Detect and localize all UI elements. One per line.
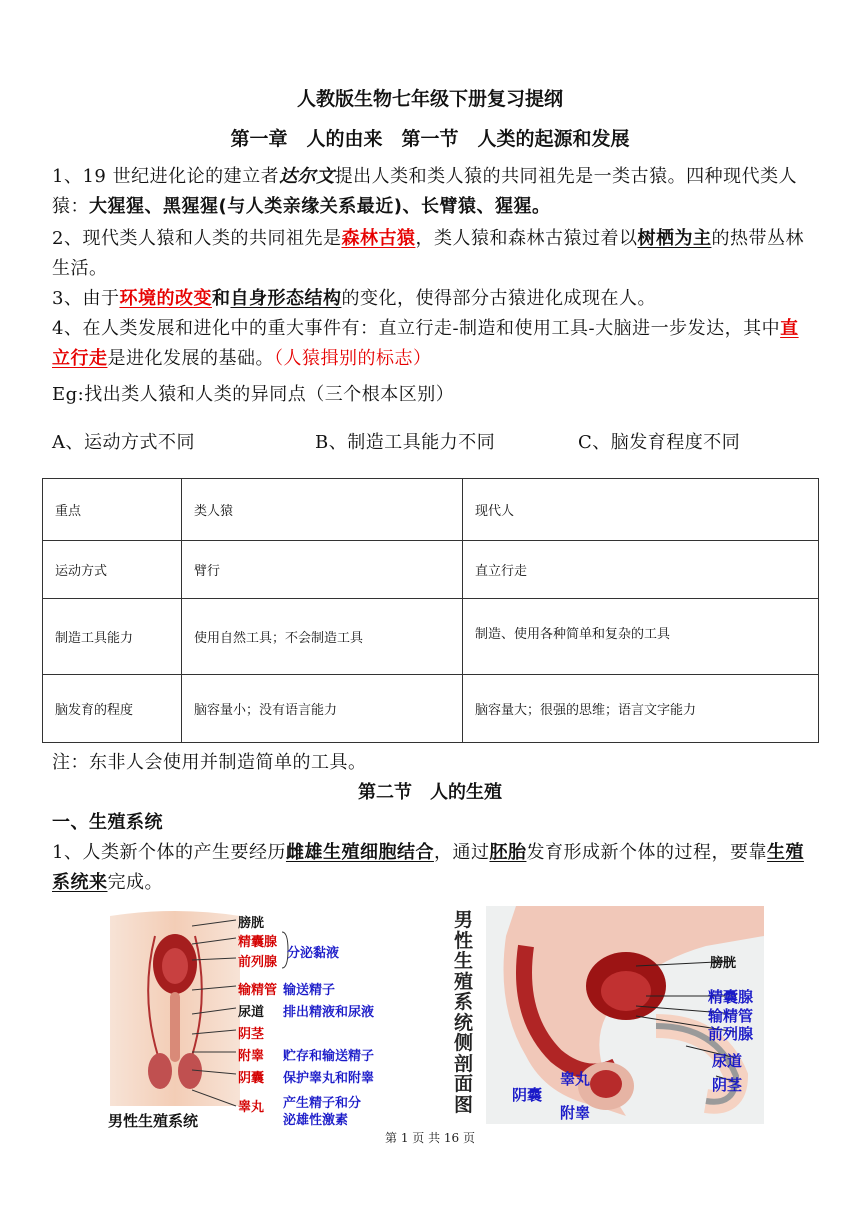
arboreal: 树栖为主 — [637, 228, 712, 249]
darwin-name: 达尔文 — [279, 166, 335, 187]
p4-text-2: 是进化发展的基础。 — [107, 348, 274, 369]
label-seminal-vesicle: 精囊腺 — [708, 988, 754, 1006]
figure-left-caption: 男性生殖系统 — [108, 1112, 199, 1130]
note-transport-sperm: 输送精子 — [283, 983, 336, 998]
table-row — [43, 675, 819, 743]
paragraph-3 — [52, 284, 812, 314]
table-cell: 制造、使用各种简单和复杂的工具 — [463, 599, 819, 675]
label-scrotum: 阴囊 — [512, 1086, 543, 1104]
caption-char: 性 — [454, 929, 474, 952]
label-vas-deferens: 输精管 — [708, 1007, 754, 1025]
table-cell: 臂行 — [182, 541, 463, 599]
note-hormone: 泌雄性激素 — [283, 1113, 349, 1128]
caption-char: 剖 — [454, 1052, 474, 1075]
p1-text: 1、19 世纪进化论的建立者 — [52, 166, 280, 187]
label-bladder: 膀胱 — [710, 956, 737, 971]
caption-char: 生 — [454, 950, 474, 972]
table-cell: 使用自然工具；不会制造工具 — [182, 599, 463, 675]
table-cell: 直立行走 — [463, 541, 819, 599]
table-row — [43, 479, 819, 541]
table-row — [43, 599, 819, 675]
caption-char: 男 — [454, 909, 474, 931]
label-testis: 睾丸 — [560, 1070, 591, 1088]
gamete-union: 雌雄生殖细胞结合 — [285, 842, 434, 863]
note-secrete-mucus: 分泌黏液 — [287, 946, 340, 961]
paragraph-4 — [52, 314, 812, 374]
environment-change: 环境的改变 — [119, 288, 212, 309]
table-cell: 现代人 — [463, 479, 819, 541]
caption-char: 系 — [454, 991, 474, 1013]
body-structure: 自身形态结构 — [230, 288, 342, 309]
note-produce-sperm: 产生精子和分 — [283, 1096, 362, 1111]
p1-text-2: 提出人类和类人猿的共同祖先是一类古猿。四种现代类人猿： — [52, 166, 798, 217]
p4-text: 4、在人类发展和进化中的重大事件有：直立行走-制造和使用工具-大脑进一步发达，其中 — [52, 318, 781, 339]
p5-text-2: ，通过 — [433, 842, 490, 863]
label-epididymis: 附睾 — [238, 1049, 265, 1064]
chapter-title: 第一章 人的由来 第一节 人类的起源和发展 — [230, 128, 630, 150]
p3-text-2: 的变化，使得部分古猿进化成现在人。 — [341, 288, 656, 309]
option-b: B、制造工具能力不同 — [315, 432, 496, 453]
table-row — [43, 541, 819, 599]
figure-male-reproductive-front — [100, 906, 400, 1128]
p4-note: （人猿揖别的标志） — [274, 348, 432, 369]
table-cell: 类人猿 — [182, 479, 463, 541]
paragraph-1 — [52, 162, 812, 222]
caption-char: 图 — [454, 1093, 474, 1116]
figure-right-caption — [454, 910, 482, 1115]
caption-char: 殖 — [454, 970, 474, 993]
label-testis: 睾丸 — [238, 1100, 265, 1115]
option-c: C、脑发育程度不同 — [578, 432, 741, 453]
paragraph-5 — [52, 838, 812, 898]
table-cell: 运动方式 — [43, 541, 182, 599]
label-scrotum: 阴囊 — [238, 1071, 265, 1086]
page-footer: 第 1 页 共 16 页 — [385, 1131, 475, 1145]
option-a: A、运动方式不同 — [52, 432, 195, 453]
caption-char: 侧 — [454, 1032, 474, 1054]
label-bladder: 膀胱 — [238, 916, 265, 931]
table-cell: 脑发育的程度 — [43, 675, 182, 743]
embryo: 胚胎 — [489, 842, 527, 863]
label-prostate: 前列腺 — [238, 955, 278, 970]
label-prostate: 前列腺 — [708, 1025, 754, 1043]
label-urethra: 尿道 — [238, 1005, 265, 1020]
note: 注：东非人会使用并制造简单的工具。 — [52, 752, 367, 773]
table-cell: 脑容量大；很强的思维；语言文字能力 — [463, 675, 819, 743]
p5-text: 1、人类新个体的产生要经历 — [52, 842, 286, 863]
label-vas-deferens: 输精管 — [238, 983, 278, 998]
label-seminal-vesicle: 精囊腺 — [238, 935, 278, 950]
label-penis: 阴茎 — [238, 1027, 265, 1042]
note-store-sperm: 贮存和输送精子 — [283, 1049, 375, 1064]
table-cell: 重点 — [43, 479, 182, 541]
p2-text-2: ，类人猿和森林古猿过着以 — [415, 228, 638, 249]
p5-text-4: 完成。 — [107, 872, 163, 893]
label-urethra: 尿道 — [712, 1052, 743, 1070]
p3-and: 和 — [211, 288, 231, 309]
label-penis: 阴茎 — [712, 1076, 743, 1094]
upright-walking: 直立行走 — [52, 318, 799, 369]
doc-title: 人教版生物七年级下册复习提纲 — [296, 88, 563, 110]
p2-text: 2、现代类人猿和人类的共同祖先是 — [52, 228, 342, 249]
section-2-title: 第二节 人的生殖 — [358, 782, 502, 803]
forest-ape: 森林古猿 — [341, 228, 416, 249]
table-cell: 脑容量小；没有语言能力 — [182, 675, 463, 743]
paragraph-2 — [52, 224, 812, 284]
p2-text-3: 的热带丛林生活。 — [52, 228, 804, 279]
comparison-table — [42, 478, 819, 743]
caption-char: 统 — [454, 1011, 474, 1034]
p3-text: 3、由于 — [52, 288, 120, 309]
heading-reproductive-system: 一、生殖系统 — [52, 812, 163, 833]
note-protect: 保护睾丸和附睾 — [283, 1071, 375, 1086]
table-cell: 制造工具能力 — [43, 599, 182, 675]
eg-question: Eg:找出类人猿和人类的异同点（三个根本区别） — [52, 384, 455, 405]
label-epididymis: 附睾 — [560, 1104, 591, 1122]
apes-list: 大猩猩、黑猩猩(与人类亲缘关系最近)、长臂猿、猩猩。 — [89, 196, 551, 217]
caption-char: 面 — [454, 1073, 474, 1095]
reproductive-system-word: 生殖系统来 — [52, 842, 804, 893]
note-discharge: 排出精液和尿液 — [283, 1005, 375, 1020]
p5-text-3: 发育形成新个体的过程，要靠 — [526, 842, 767, 863]
figure-male-reproductive-side — [452, 906, 764, 1124]
